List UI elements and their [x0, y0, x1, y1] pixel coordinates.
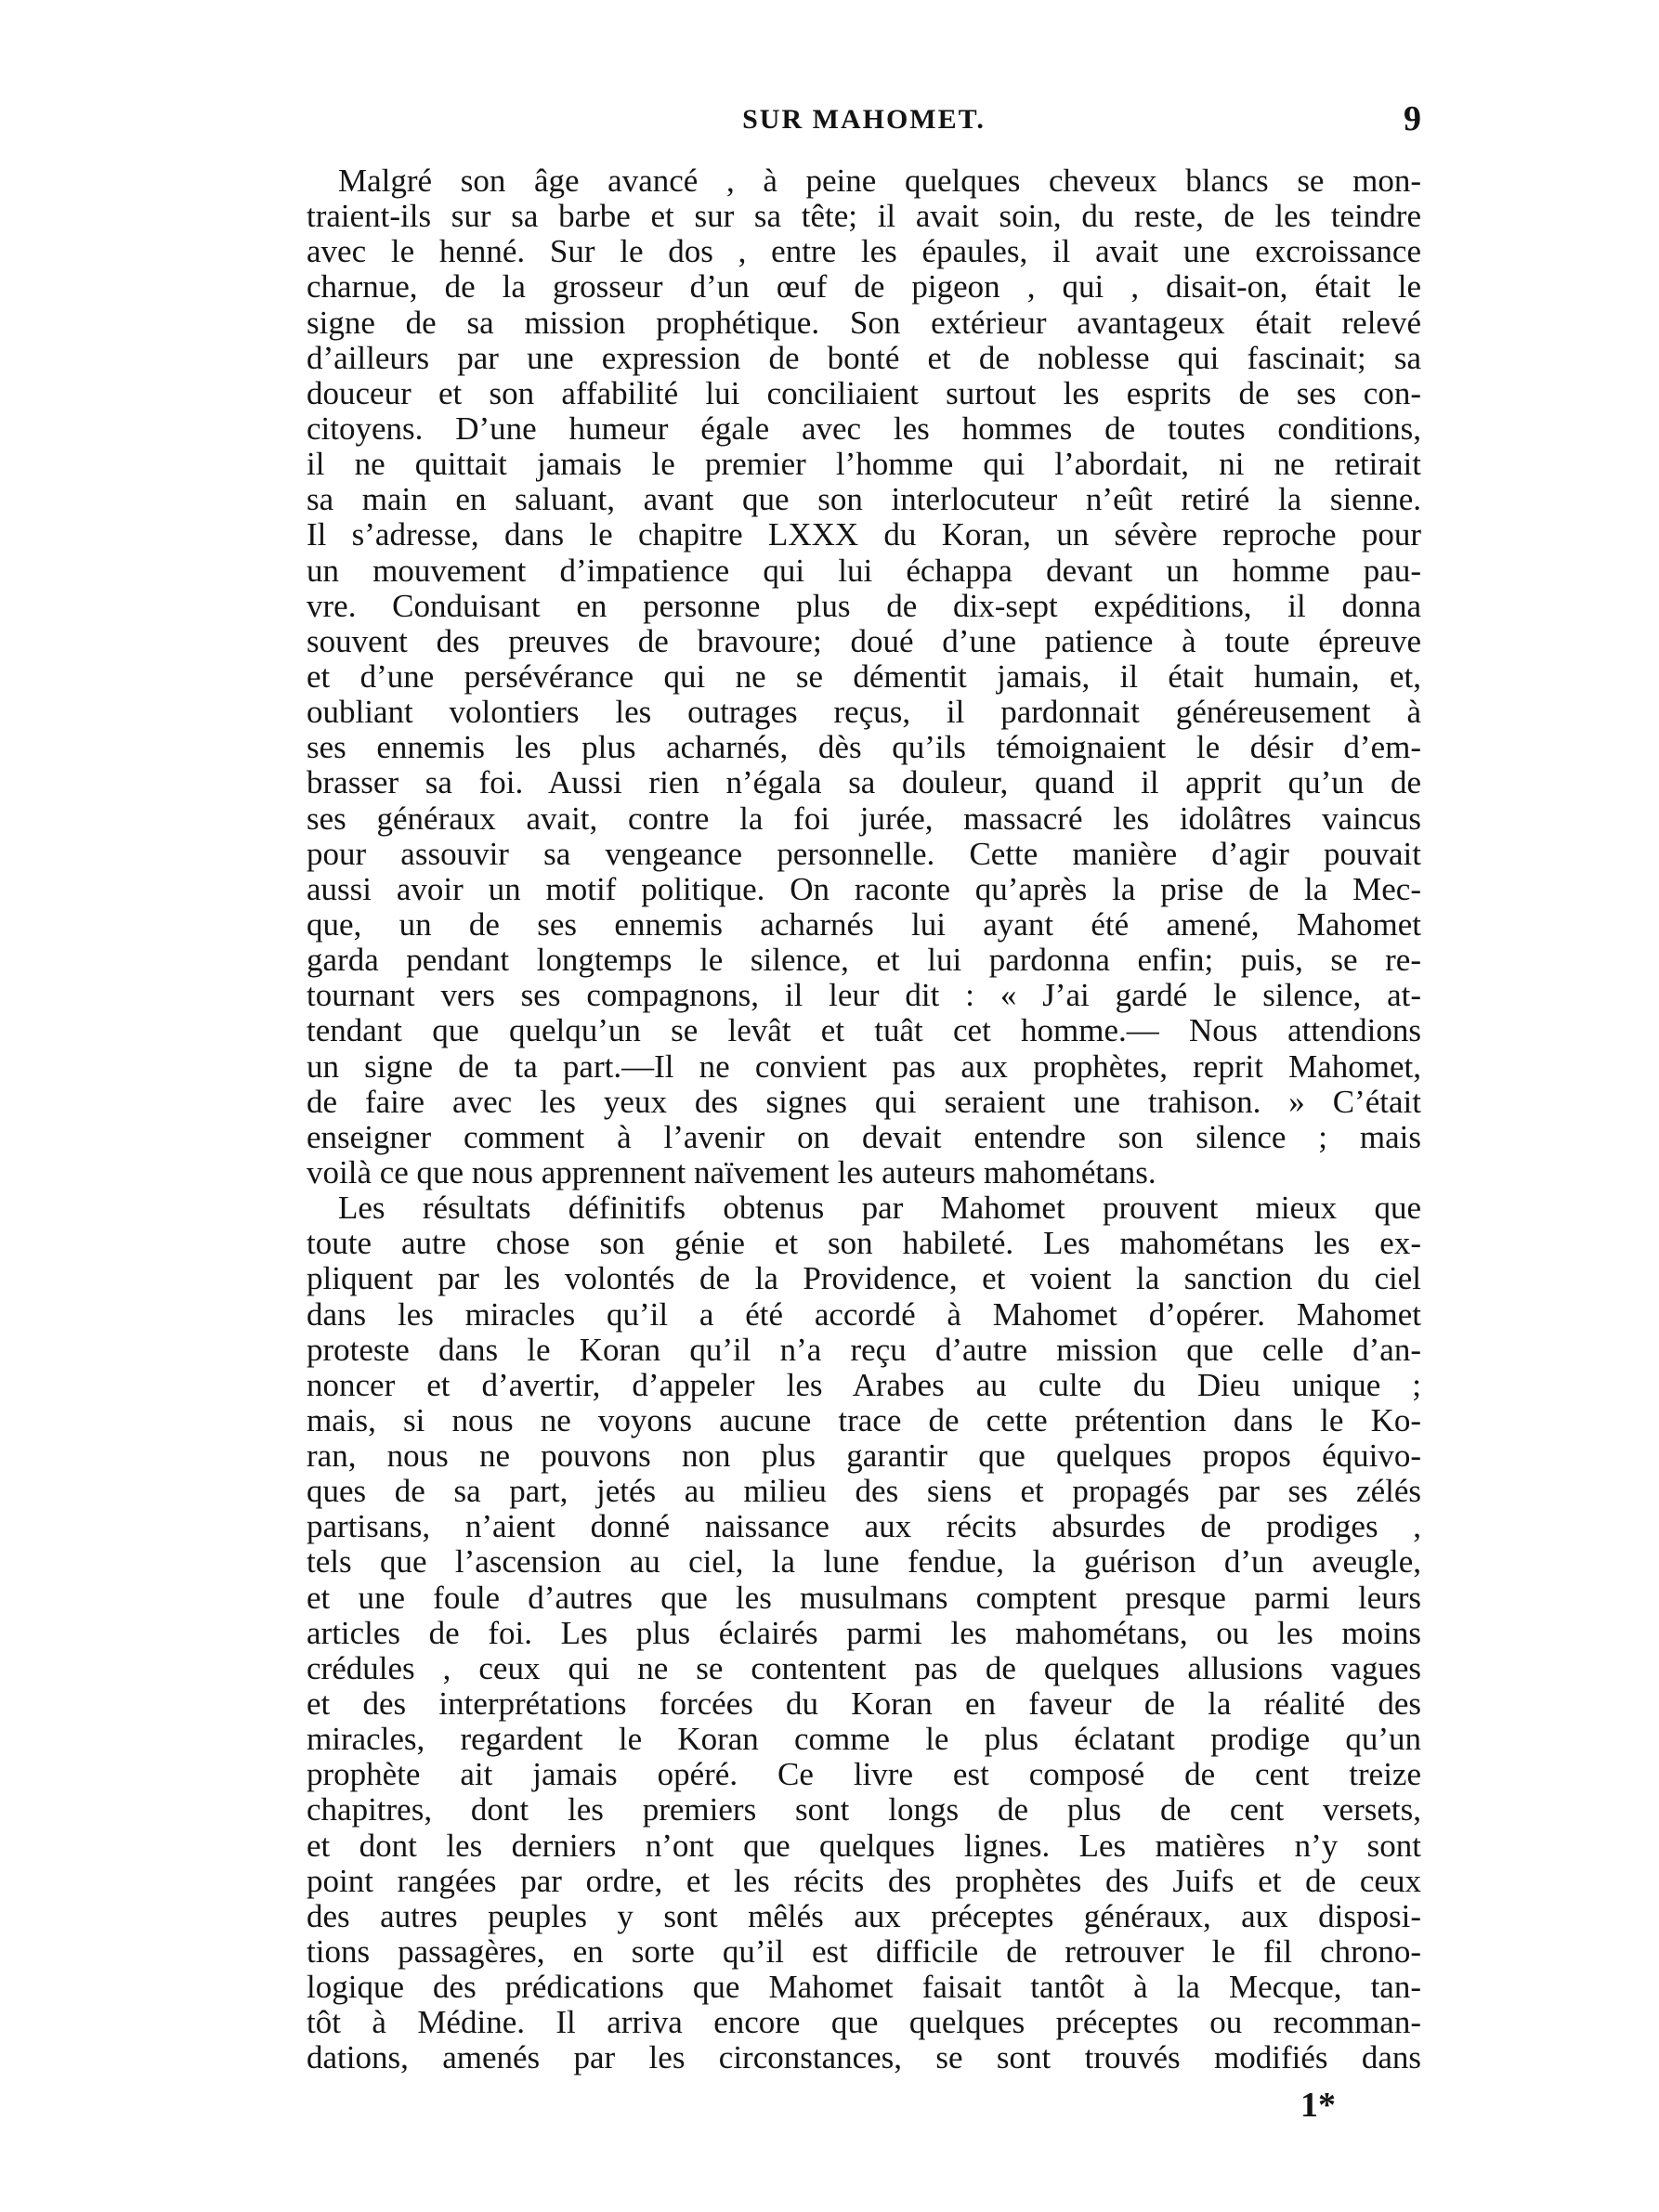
- text-line: un mouvement d’impatience qui lui échappa devant un homme pau-: [307, 553, 1421, 589]
- text-line: Les résultats définitifs obtenus par Mahomet prouvent mieux que: [338, 1191, 1421, 1227]
- text-line: traient-ils sur sa barbe et sur sa tête; il avait soin, du reste, de les teindre: [307, 199, 1421, 235]
- running-head: [307, 99, 1421, 150]
- text-line: pliquent par les volontés de la Providence, et voient la sanction du ciel: [307, 1261, 1421, 1297]
- body-text: [307, 163, 1421, 2076]
- text-line: ran, nous ne pouvons non plus garantir que quelques propos équivo-: [307, 1438, 1421, 1475]
- text-line: partisans, n’aient donné naissance aux récits absurdes de prodiges ,: [307, 1509, 1421, 1545]
- text-line: et dont les derniers n’ont que quelques lignes. Les matières n’y sont: [307, 1828, 1421, 1864]
- text-line: et des interprétations forcées du Koran en faveur de la réalité des: [307, 1686, 1421, 1723]
- page-number: 9: [1404, 99, 1421, 138]
- text-line: tôt à Médine. Il arriva encore que quelques préceptes ou recomman-: [307, 2005, 1421, 2041]
- text-line: avec le henné. Sur le dos , entre les épaules, il avait une excroissance: [307, 234, 1421, 270]
- text-line: ses généraux avait, contre la foi jurée, massacré les idolâtres vaincus: [307, 800, 1421, 837]
- text-line: et d’une persévérance qui ne se démentit jamais, il était humain, et,: [307, 658, 1421, 695]
- text-line: citoyens. D’une humeur égale avec les hommes de toutes conditions,: [307, 410, 1421, 447]
- text-line: tendant que quelqu’un se levât et tuât cet homme.— Nous attendions: [307, 1013, 1421, 1049]
- text-line: ques de sa part, jetés au milieu des siens et propagés par ses zélés: [307, 1474, 1421, 1510]
- text-line: ses ennemis les plus acharnés, dès qu’ils témoignaient le désir d’em-: [307, 730, 1421, 766]
- text-line: des autres peuples y sont mêlés aux préceptes généraux, aux disposi-: [307, 1898, 1421, 1934]
- signature-mark: 1*: [1300, 2086, 1336, 2125]
- text-line: dans les miracles qu’il a été accordé à Mahomet d’opérer. Mahomet: [307, 1296, 1421, 1333]
- text-line: un signe de ta part.—Il ne convient pas aux prophètes, reprit Mahomet,: [307, 1048, 1421, 1085]
- text-line: d’ailleurs par une expression de bonté et de noblesse qui fascinait; sa: [307, 340, 1421, 376]
- text-line: sa main en saluant, avant que son interlocuteur n’eût retiré la sienne.: [307, 482, 1421, 518]
- text-line: Il s’adresse, dans le chapitre LXXX du Koran, un sévère reproche pour: [307, 517, 1421, 553]
- text-line: que, un de ses ennemis acharnés lui ayant été amené, Mahomet: [307, 906, 1421, 943]
- text-line: miracles, regardent le Koran comme le plus éclatant prodige qu’un: [307, 1722, 1421, 1758]
- text-line: mais, si nous ne voyons aucune trace de cette prétention dans le Ko-: [307, 1402, 1421, 1438]
- text-line: vre. Conduisant en personne plus de dix-sept expéditions, il donna: [307, 588, 1421, 624]
- text-line: dations, amenés par les circonstances, se sont trouvés modifiés dans: [307, 2040, 1421, 2076]
- text-line: il ne quittait jamais le premier l’homme qui l’abordait, ni ne retirait: [307, 447, 1421, 483]
- text-line: proteste dans le Koran qu’il n’a reçu d’autre mission que celle d’an-: [307, 1332, 1421, 1368]
- text-line: articles de foi. Les plus éclairés parmi les mahométans, ou les moins: [307, 1615, 1421, 1651]
- text-line: tels que l’ascension au ciel, la lune fendue, la guérison d’un aveugle,: [307, 1544, 1421, 1581]
- text-line: voilà ce que nous apprennent naïvement les auteurs mahométans.: [307, 1154, 1156, 1191]
- text-line: oubliant volontiers les outrages reçus, il pardonnait généreusement à: [307, 695, 1421, 731]
- text-line: noncer et d’avertir, d’appeler les Arabes au culte du Dieu unique ;: [307, 1367, 1421, 1403]
- text-line: charnue, de la grosseur d’un œuf de pigeon , qui , disait-on, était le: [307, 269, 1421, 306]
- text-line: de faire avec les yeux des signes qui seraient une trahison. » C’était: [307, 1084, 1421, 1120]
- text-line: toute autre chose son génie et son habileté. Les mahométans les ex-: [307, 1226, 1421, 1262]
- text-line: prophète ait jamais opéré. Ce livre est composé de cent treize: [307, 1757, 1421, 1793]
- text-line: et une foule d’autres que les musulmans comptent presque parmi leurs: [307, 1580, 1421, 1616]
- running-title: SUR MAHOMET.: [742, 104, 986, 135]
- text-line: enseigner comment à l’avenir on devait entendre son silence ; mais: [307, 1119, 1421, 1155]
- text-line: garda pendant longtemps le silence, et lui pardonna enfin; puis, se re-: [307, 943, 1421, 979]
- text-line: brasser sa foi. Aussi rien n’égala sa douleur, quand il apprit qu’un de: [307, 765, 1421, 801]
- text-line: pour assouvir sa vengeance personnelle. Cette manière d’agir pouvait: [307, 836, 1421, 872]
- text-line: logique des prédications que Mahomet faisait tantôt à la Mecque, tan-: [307, 1970, 1421, 2006]
- text-line: point rangées par ordre, et les récits des prophètes des Juifs et de ceux: [307, 1863, 1421, 1899]
- text-line: aussi avoir un motif politique. On raconte qu’après la prise de la Mec-: [307, 871, 1421, 907]
- text-line: signe de sa mission prophétique. Son extérieur avantageux était relevé: [307, 305, 1421, 341]
- text-line: tournant vers ses compagnons, il leur dit : « J’ai gardé le silence, at-: [307, 978, 1421, 1014]
- text-line: souvent des preuves de bravoure; doué d’une patience à toute épreuve: [307, 623, 1421, 659]
- text-line: crédules , ceux qui ne se contentent pas de quelques allusions vagues: [307, 1650, 1421, 1686]
- text-line: tions passagères, en sorte qu’il est difficile de retrouver le fil chrono-: [307, 1934, 1421, 1971]
- text-line: Malgré son âge avancé , à peine quelques cheveux blancs se mon-: [338, 163, 1421, 199]
- text-line: douceur et son affabilité lui conciliaient surtout les esprits de ses con-: [307, 375, 1421, 411]
- text-line: chapitres, dont les premiers sont longs de plus de cent versets,: [307, 1792, 1421, 1828]
